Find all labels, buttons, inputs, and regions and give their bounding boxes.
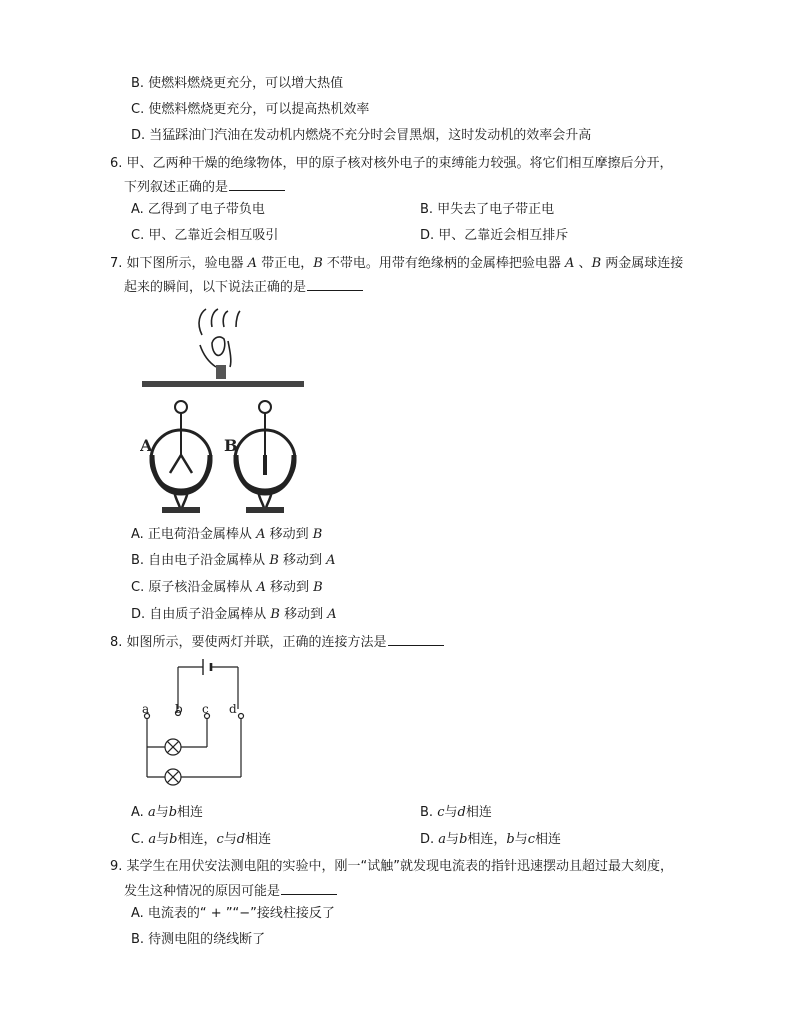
fig-label-a: A: [140, 436, 153, 455]
q9-stem-line2: 发生这种情况的原因可能是: [124, 882, 337, 901]
fig-label-b: B: [224, 436, 238, 455]
terminal-c-label: c: [202, 702, 209, 716]
q7-answer-blank[interactable]: [307, 278, 363, 291]
electroscope-b: [235, 401, 295, 513]
terminal-d-label: d: [229, 702, 237, 716]
q5-option-c[interactable]: C. 使燃料燃烧更充分，可以提高热机效率: [131, 102, 370, 117]
terminal-a-label: a: [142, 702, 150, 716]
q7-stem-line2: 起来的瞬间，以下说法正确的是: [124, 278, 363, 297]
q9-option-b[interactable]: B. 待测电阻的绕线断了: [131, 932, 266, 947]
q8-stem: 8. 如图所示，要使两灯并联，正确的连接方法是: [110, 633, 444, 652]
q8-option-c[interactable]: C. a与b相连，c与d相连: [131, 832, 272, 847]
q6-option-b[interactable]: B. 甲失去了电子带正电: [420, 202, 555, 217]
hand-icon: [199, 309, 240, 367]
q5-option-b[interactable]: B. 使燃料燃烧更充分，可以增大热值: [131, 76, 344, 91]
q6-stem-line2: [124, 178, 285, 197]
q6-option-c[interactable]: C. 甲、乙靠近会相互吸引: [131, 228, 279, 243]
q9-option-a[interactable]: A. 电流表的“ + ”“−”接线柱接反了: [131, 906, 335, 921]
q5-option-d[interactable]: D. 当猛踩油门汽油在发动机内燃烧不充分时会冒黑烟，这时发动机的效率会升高: [131, 128, 592, 143]
q6-option-d[interactable]: D. 甲、乙靠近会相互排斥: [420, 228, 569, 243]
q7-option-d[interactable]: D. 自由质子沿金属棒从 B 移动到 A: [131, 607, 337, 622]
q8-option-b[interactable]: B. c与d相连: [420, 805, 492, 820]
insulated-handle: [216, 365, 226, 379]
q7-stem-line1: 7. 如下图所示，验电器 A 带正电，B 不带电。用带有绝缘柄的金属棒把验电器 A 、B 两金属球连接: [110, 256, 684, 271]
q6-stem-line1: 6. 甲、乙两种干燥的绝缘物体，甲的原子核对核外电子的束缚能力较强。将它们相互摩擦后分开，: [110, 156, 673, 171]
q8-circuit-figure: [135, 655, 250, 790]
q7-electroscope-figure: [140, 305, 320, 520]
terminal-b-label: b: [175, 702, 183, 716]
q7-option-c[interactable]: C. 原子核沿金属棒从 A 移动到 B: [131, 580, 323, 595]
metal-rod: [142, 381, 304, 387]
q6-option-a[interactable]: A. 乙得到了电子带负电: [131, 202, 265, 217]
q7-option-a[interactable]: A. 正电荷沿金属棒从 A 移动到 B: [131, 527, 323, 542]
q9-stem-line1: 9. 某学生在用伏安法测电阻的实验中，刚一“试触”就发现电流表的指针迅速摆动且超过最大刻度，: [110, 859, 674, 874]
q8-option-d[interactable]: D. a与b相连，b与c相连: [420, 832, 562, 847]
electroscope-a: [151, 401, 211, 513]
q6-answer-blank[interactable]: [229, 178, 285, 191]
q9-answer-blank[interactable]: [281, 882, 337, 895]
q8-option-a[interactable]: A. a与b相连: [131, 805, 204, 820]
q6-stem-text: 下列叙述正确的是: [124, 180, 229, 195]
q8-answer-blank[interactable]: [388, 633, 444, 646]
q7-option-b[interactable]: B. 自由电子沿金属棒从 B 移动到 A: [131, 553, 336, 568]
